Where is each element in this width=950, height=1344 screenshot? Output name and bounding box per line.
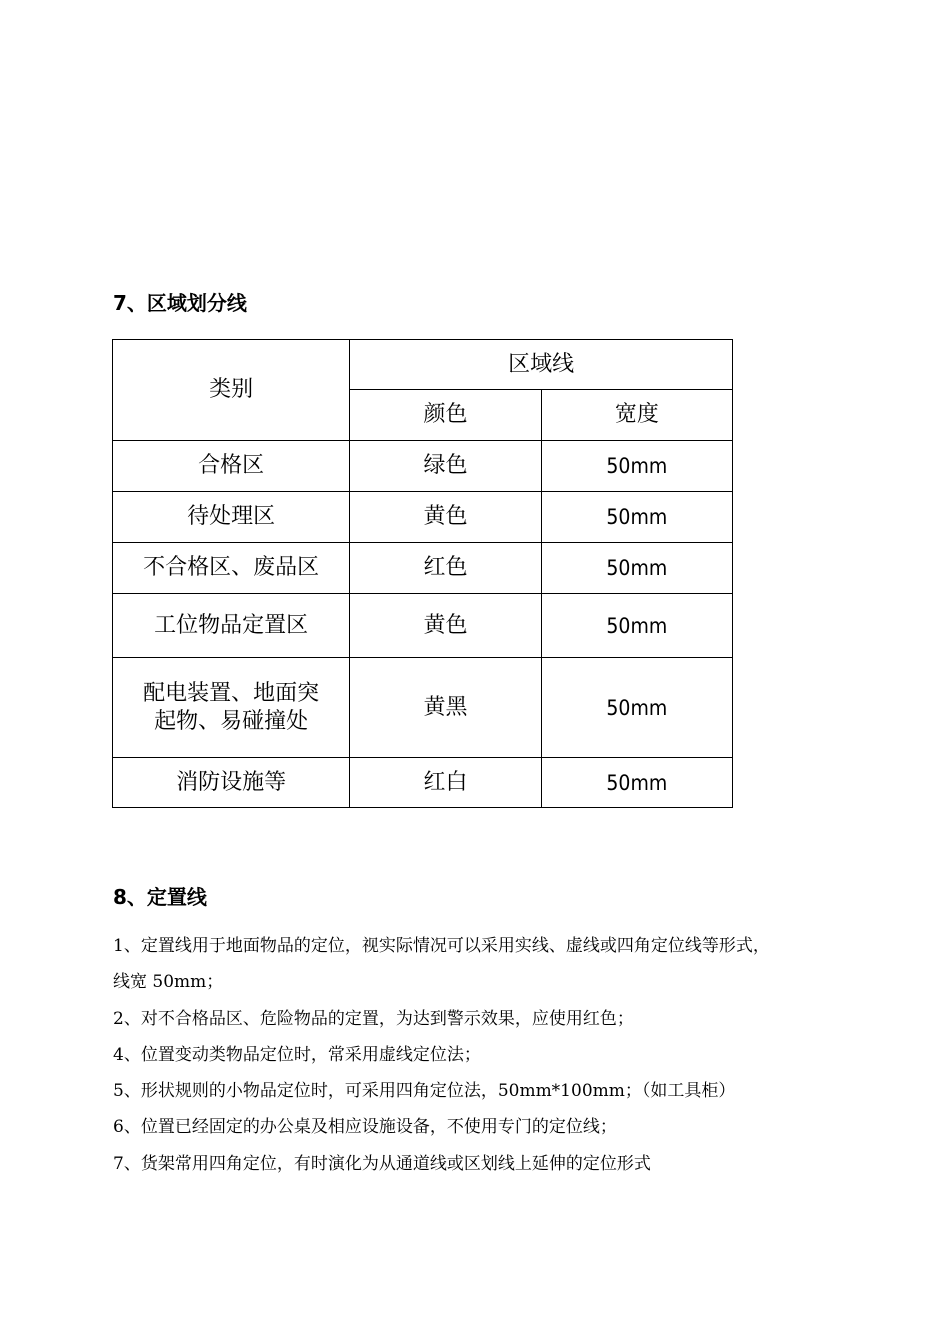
row-width: 50mm [541,441,732,492]
table-row [113,441,733,492]
section-7-heading: 7、区域划分线 [113,291,247,315]
row-color: 绿色 [350,441,541,492]
row-color: 红色 [350,543,541,594]
row-category: 不合格区、废品区 [113,543,350,594]
table-row [113,543,733,594]
row-color: 红白 [350,758,541,808]
header-category: 类别 [113,340,350,441]
table-row [113,658,733,758]
list-item: 1、定置线用于地面物品的定位，视实际情况可以采用实线、虚线或四角定位线等形式，线宽 50mm； [113,936,770,993]
table-row [113,758,733,808]
list-item: 6、位置已经固定的办公桌及相应设施设备，不使用专门的定位线； [113,1117,617,1138]
list-item: 7、货架常用四角定位，有时演化为从通道线或区划线上延伸的定位形式 [113,1153,651,1174]
list-item: 5、形状规则的小物品定位时，可采用四角定位法，50mm*100mm；（如工具柜） [113,1081,736,1102]
header-zone-line: 区域线 [350,340,733,390]
row-category: 工位物品定置区 [113,594,350,658]
row-width: 50mm [541,492,732,543]
header-color: 颜色 [350,390,541,441]
row-category-line-2: 起物、易碰撞处 [154,708,309,734]
list-item: 2、对不合格品区、危险物品的定置，为达到警示效果，应使用红色； [113,1008,634,1029]
table-header-row [113,340,733,390]
table-row [113,492,733,543]
row-category: 消防设施等 [113,758,350,808]
positioning-line-rules [113,928,813,1182]
row-width: 50mm [541,543,732,594]
table-row [113,594,733,658]
row-width: 50mm [541,594,732,658]
list-item: 4、位置变动类物品定位时，常采用虚线定位法； [113,1044,481,1065]
zone-line-table [112,339,733,808]
row-category: 待处理区 [113,492,350,543]
row-color: 黄色 [350,594,541,658]
row-color: 黄色 [350,492,541,543]
section-8-heading: 8、定置线 [113,885,207,909]
row-category-multiline [113,658,350,758]
header-width: 宽度 [541,390,732,441]
row-category: 合格区 [113,441,350,492]
row-category-line-1: 配电装置、地面突 [143,680,320,706]
row-color: 黄黑 [350,658,541,758]
row-width: 50mm [541,758,732,808]
row-width: 50mm [541,658,732,758]
